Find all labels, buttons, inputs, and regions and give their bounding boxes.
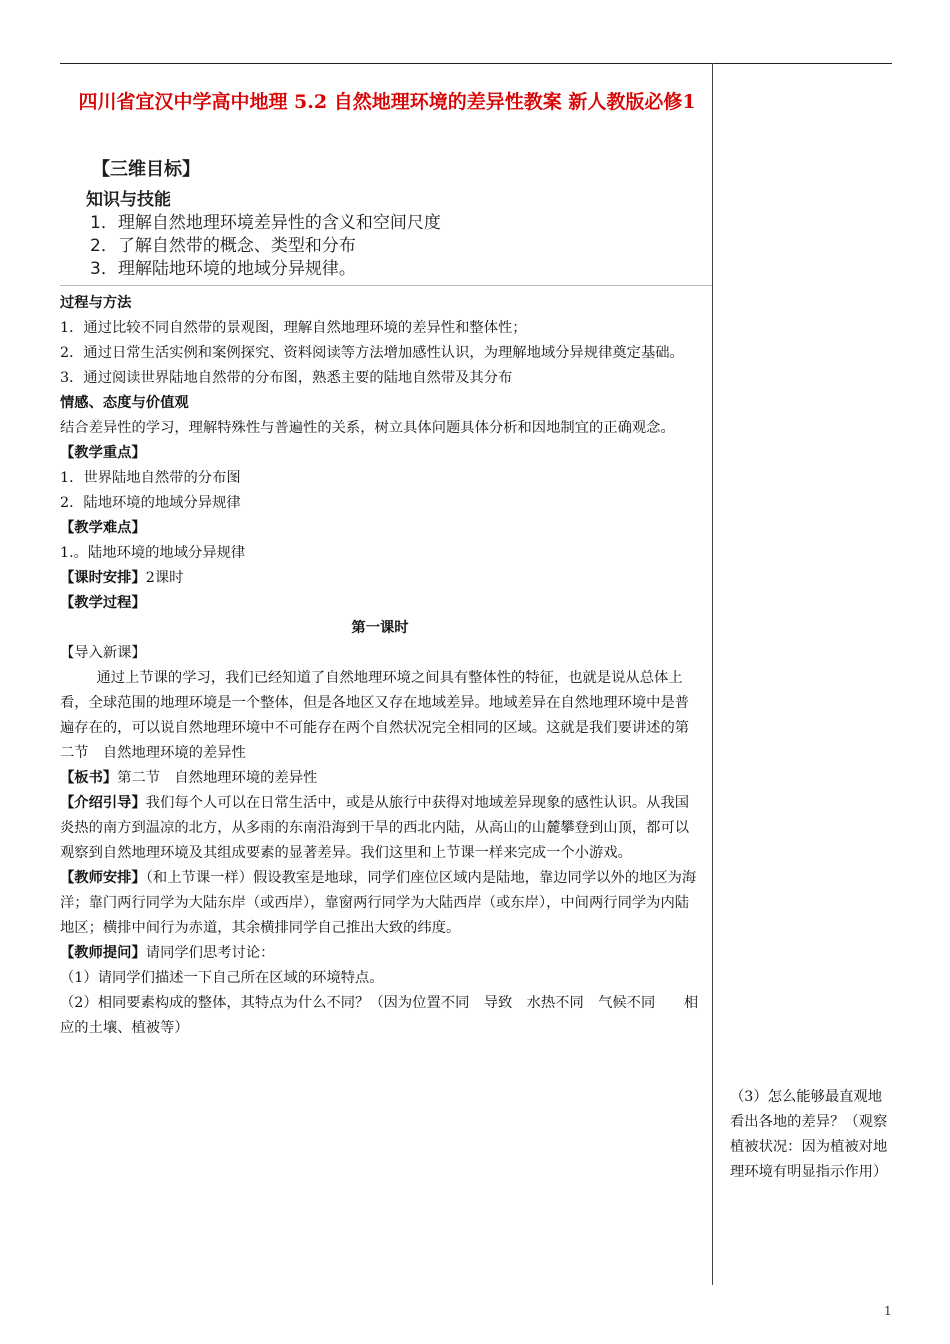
question-line [60,941,700,966]
column-divider [712,63,713,1285]
process-item: 2．通过日常生活实例和案例探究、资料阅读等方法增加感性认识，为理解地域分异规律奠定基础。 [60,345,684,361]
guide-label: 【介绍引导】 [60,795,146,811]
objectives-heading: 【三维目标】 [92,159,200,180]
question-text: 请同学们思考讨论： [145,945,275,961]
arrange-text: （和上节课一样）假设教室是地球，同学们座位区域内是陆地，靠边同学以外的地区为海洋；靠门两行同学为大陆东岸（或西岸），靠窗两行同学为大陆西岸（或东岸），中间两行同学为内陆地区；横排中间行为赤道，其余横排同学自己推出大致的纬度。 [60,870,697,936]
process-item: 3．通过阅读世界陆地自然带的分布图，熟悉主要的陆地自然带及其分布 [60,370,513,386]
lesson-title: 第一课时 [351,620,409,636]
main-column [60,291,700,1041]
schedule-value: 2课时 [145,570,184,586]
intro-heading: 【导入新课】 [60,645,146,661]
side-note [730,1085,890,1185]
attitude-text: 结合差异性的学习，理解特殊性与普遍性的关系，树立具体问题具体分析和因地制宜的正确观念。 [60,420,675,436]
objective-item: 1．理解自然地理环境差异性的含义和空间尺度 [90,213,441,233]
intro-text: 通过上节课的学习，我们已经知道了自然地理环境之间具有整体性的特征，也就是说从总体上看，全球范围的地理环境是一个整体，但是各地区又存在地域差异。地域差异在自然地理环境中是普遍存在的，可以说自然地理环境中不可能存在两个自然状况完全相同的区域。这就是我们要讲述的第二节 自然地理环境的差异性 [60,670,690,761]
board-text: 第二节 自然地理环境的差异性 [117,770,318,786]
schedule-label: 【课时安排】 [60,570,146,586]
guide-text: 我们每个人可以在日常生活中，或是从旅行中获得对地域差异现象的感性认识。从我国炎热的南方到温凉的北方，从多雨的东南沿海到干旱的西北内陆，从高山的山麓攀登到山顶，都可以观察到自然地理环境及其组成要素的显著差异。我们这里和上节课一样来完成一个小游戏。 [60,795,690,861]
difficulties-heading: 【教学难点】 [60,520,146,536]
discussion-item: （1）请同学们描述一下自己所在区域的环境特点。 [60,970,384,986]
key-points-heading: 【教学重点】 [60,445,146,461]
objective-item: 3．理解陆地环境的地域分异规律。 [90,259,356,279]
attitude-heading: 情感、态度与价值观 [60,395,189,411]
image-bottom-rule [60,285,712,286]
objective-item: 2．了解自然带的概念、类型和分布 [90,236,356,256]
key-point-item: 2．陆地环境的地域分异规律 [60,495,241,511]
page-number: 1 [884,1304,892,1318]
discussion-item: （2）相同要素构成的整体，其特点为什么不同？（因为位置不同 导致 水热不同 气候不同 相应的土壤、植被等） [60,995,699,1036]
process-heading: 过程与方法 [60,295,132,311]
objectives-image [86,158,706,281]
objectives-subheading: 知识与技能 [86,190,171,210]
board-line [60,766,700,791]
procedure-heading: 【教学过程】 [60,595,146,611]
guide-paragraph [60,791,700,866]
difficulty-item: 1.。陆地环境的地域分异规律 [60,545,246,561]
arrange-paragraph [60,866,700,941]
arrange-label: 【教师安排】 [60,870,146,886]
board-label: 【板书】 [60,770,118,786]
page-title: 四川省宜汉中学高中地理 5.2 自然地理环境的差异性教案 新人教版必修1 [78,91,696,113]
schedule-line [60,566,700,591]
process-item: 1．通过比较不同自然带的景观图，理解自然地理环境的差异性和整体性； [60,320,527,336]
question-label: 【教师提问】 [60,945,146,961]
side-note-text: （3）怎么能够最直观地看出各地的差异？（观察植被状况：因为植被对地理环境有明显指示作用） [730,1089,888,1180]
key-point-item: 1．世界陆地自然带的分布图 [60,470,241,486]
top-rule [60,63,892,64]
